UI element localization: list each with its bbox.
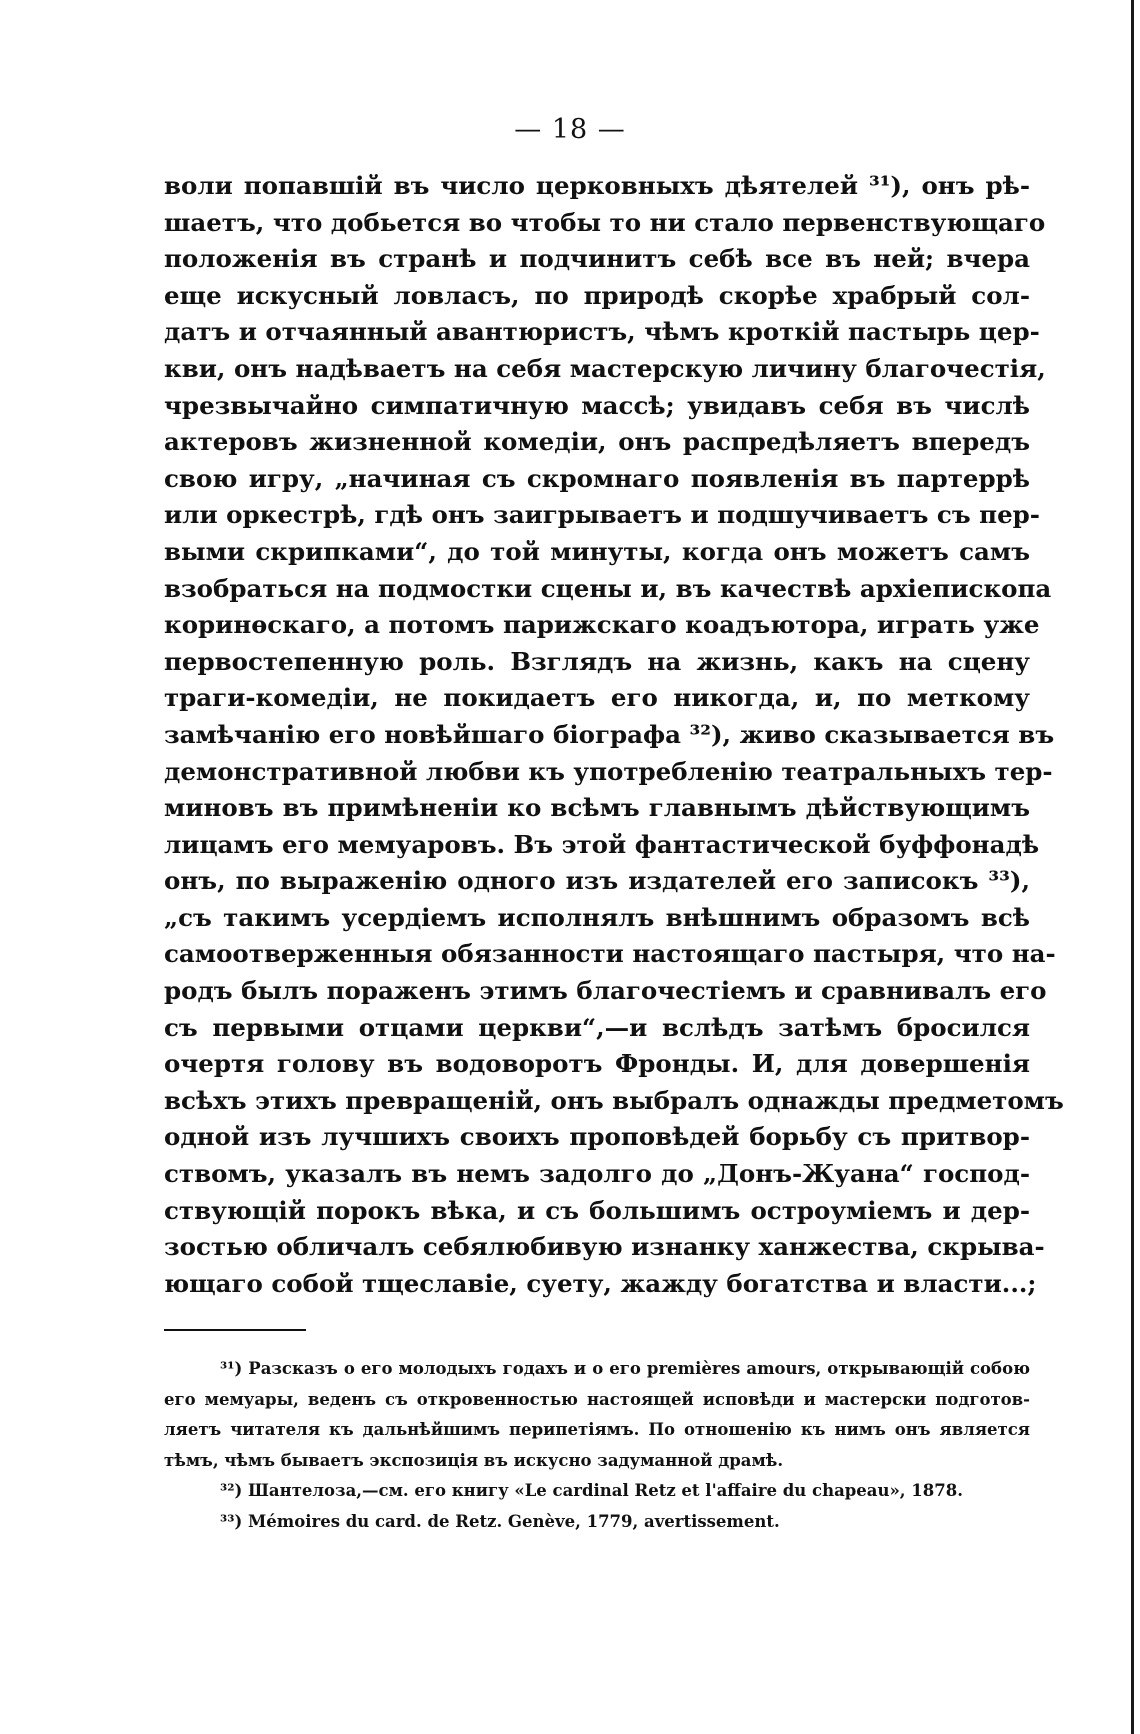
- text-line: ющаго собой тщеславіе, суету, жажду богатства и власти...;: [164, 1268, 1037, 1298]
- footnote-31-line: его мемуары, веденъ съ откровенностью настоящей исповѣди и мастерски подготов-: [164, 1389, 1030, 1409]
- footnote-31-line: тѣмъ, чѣмъ бываетъ экспозиція въ искусно задуманной драмѣ.: [164, 1450, 784, 1470]
- footnote-31-line: ляетъ читателя къ дальнѣйшимъ перипетіямъ. По отношенію къ нимъ онъ является: [164, 1420, 1030, 1439]
- footnote-32: ³²) Шантелоза,—см. его книгу «Le cardinal Retz et l'affaire du chapeau», 1878.: [220, 1481, 963, 1500]
- text-line: „съ такимъ усердіемъ исполнялъ внѣшнимъ образомъ всѣ: [164, 902, 1030, 932]
- text-line: шаетъ, что добьется во чтобы то ни стало первенствующаго: [164, 207, 1046, 237]
- text-line: коринѳскаго, а потомъ парижскаго коадъютора, играть уже: [164, 610, 1040, 640]
- text-line: самоотверженныя обязанности настоящаго пастыря, что на-: [164, 939, 1056, 969]
- text-line: демонстративной любви къ употребленію театральныхъ тер-: [164, 756, 1053, 786]
- text-line: ствомъ, указалъ въ немъ задолго до „Донъ-Жуана“ господ-: [164, 1159, 1030, 1189]
- text-line: чрезвычайно симпатичную массѣ; увидавъ себя въ числѣ: [164, 390, 1030, 420]
- text-line: съ первыми отцами церкви“,—и вслѣдъ затѣмъ бросился: [164, 1012, 1030, 1042]
- text-line: датъ и отчаянный авантюристъ, чѣмъ кроткій пастырь цер-: [164, 317, 1040, 347]
- text-line: актеровъ жизненной комедіи, онъ распредѣляетъ впередъ: [164, 427, 1030, 457]
- text-line: еще искусный ловласъ, по природѣ скорѣе храбрый сол-: [164, 280, 1030, 310]
- footnote-33: ³³) Mémoires du card. de Retz. Genève, 1779, avertissement.: [220, 1511, 780, 1531]
- text-line: родъ былъ пораженъ этимъ благочестіемъ и сравнивалъ его: [164, 976, 1047, 1006]
- text-line: взобраться на подмостки сцены и, въ качествѣ архіепископа: [164, 573, 1052, 603]
- text-line: кви, онъ надѣваетъ на себя мастерскую личину благочестія,: [164, 353, 1046, 383]
- text-line: воли попавшій въ число церковныхъ дѣятелей ³¹), онъ рѣ-: [164, 171, 1030, 200]
- footnote-31-line: ³¹) Разсказъ о его молодыхъ годахъ и о его premières amours, открывающій собою: [220, 1359, 1030, 1378]
- text-line: первостепенную роль. Взглядъ на жизнь, какъ на сцену: [164, 646, 1030, 676]
- text-line: или оркестрѣ, гдѣ онъ заигрываетъ и подшучиваетъ съ пер-: [164, 500, 1040, 530]
- text-line: одной изъ лучшихъ своихъ проповѣдей борьбу съ притвор-: [164, 1122, 1030, 1152]
- text-line: всѣхъ этихъ превращеній, онъ выбралъ однажды предметомъ: [164, 1085, 1064, 1115]
- text-line: зостью обличалъ себялюбивую изнанку ханжества, скрыва-: [164, 1232, 1045, 1262]
- text-line: ствующій порокъ вѣка, и съ большимъ остроуміемъ и дер-: [164, 1195, 1030, 1225]
- text-line: замѣчанію его новѣйшаго біографа ³²), живо сказывается въ: [164, 719, 1055, 749]
- page-number: — 18 —: [514, 114, 626, 145]
- text-line: миновъ въ примѣненіи ко всѣмъ главнымъ дѣйствующимъ: [164, 793, 1030, 823]
- text-line: лицамъ его мемуаровъ. Въ этой фантастической буффонадѣ: [164, 829, 1040, 859]
- text-line: положенія въ странѣ и подчинитъ себѣ все въ ней; вчера: [164, 244, 1030, 274]
- main-text-block: [164, 168, 1064, 1302]
- text-line: очертя голову въ водоворотъ Фронды. И, для довершенія: [164, 1049, 1030, 1079]
- text-line: траги-комедіи, не покидаетъ его никогда, и, по меткому: [164, 683, 1030, 713]
- text-line: выми скрипками“, до той минуты, когда онъ можетъ самъ: [164, 536, 1030, 566]
- footnotes-block: [164, 1354, 1030, 1537]
- footnote-separator: [164, 1329, 306, 1331]
- text-line: онъ, по выраженію одного изъ издателей его записокъ ³³),: [164, 866, 1030, 896]
- text-line: свою игру, „начиная съ скромнаго появленія въ партеррѣ: [164, 463, 1030, 493]
